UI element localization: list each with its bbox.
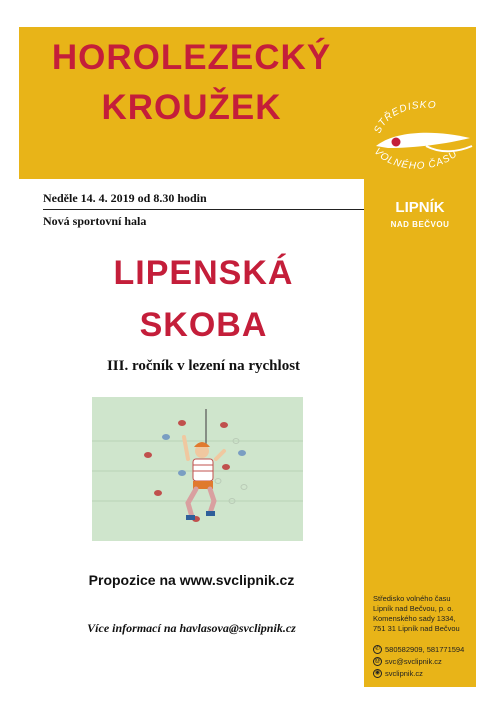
address-line1: Středisko volného času	[373, 594, 451, 603]
header-title-line2: KROUŽEK	[101, 88, 282, 127]
at-icon: @	[374, 657, 381, 664]
logo-name: LIPNÍK	[395, 199, 445, 216]
logo-arc-bottom: VOLNÉHO ČASU	[371, 146, 460, 172]
svg-text:STŘEDISKO	[372, 100, 437, 135]
address-line2: Lipník nad Bečvou, p. o.	[373, 604, 454, 613]
logo-eye-swoosh	[376, 133, 470, 148]
phone-text: 580582909, 581771594	[385, 644, 465, 654]
event-venue: Nová sportovní hala	[43, 214, 147, 228]
contact-email	[373, 655, 473, 667]
contacts-block	[373, 643, 473, 679]
header-title-line1: HOROLEZECKÝ	[51, 38, 332, 77]
address-line4: 751 31 Lipník nad Bečvou	[373, 624, 460, 633]
phone-icon: ✆	[374, 645, 381, 652]
address-line3: Komenského sady 1334,	[373, 614, 456, 623]
logo-wing	[426, 146, 472, 151]
globe-icon: ◉	[374, 669, 381, 676]
svc-logo	[366, 100, 476, 180]
address-block	[373, 594, 473, 634]
event-date: Neděle 14. 4. 2019 od 8.30 hodin	[43, 191, 207, 205]
climber-illustration	[92, 397, 303, 541]
svg-text:VOLNÉHO ČASU	[372, 146, 460, 172]
more-info-text: Více informací na havlasova@svclipnik.cz	[87, 621, 296, 635]
contact-web	[373, 667, 473, 679]
web-text: svclipnik.cz	[385, 668, 423, 678]
divider	[43, 209, 364, 210]
propozice-text: Propozice na www.svclipnik.cz	[88, 572, 295, 588]
logo-subname: NAD BEČVOU	[390, 220, 450, 229]
logo-red-dot	[392, 138, 401, 147]
main-subtitle: III. ročník v lezení na rychlost	[106, 358, 301, 374]
contact-phone	[373, 643, 473, 655]
email-text: svc@svclipnik.cz	[385, 656, 442, 666]
main-title-line2: SKOBA	[139, 306, 268, 344]
main-title-line1: LIPENSKÁ	[113, 254, 294, 292]
logo-arc-top: STŘEDISKO	[372, 100, 437, 136]
